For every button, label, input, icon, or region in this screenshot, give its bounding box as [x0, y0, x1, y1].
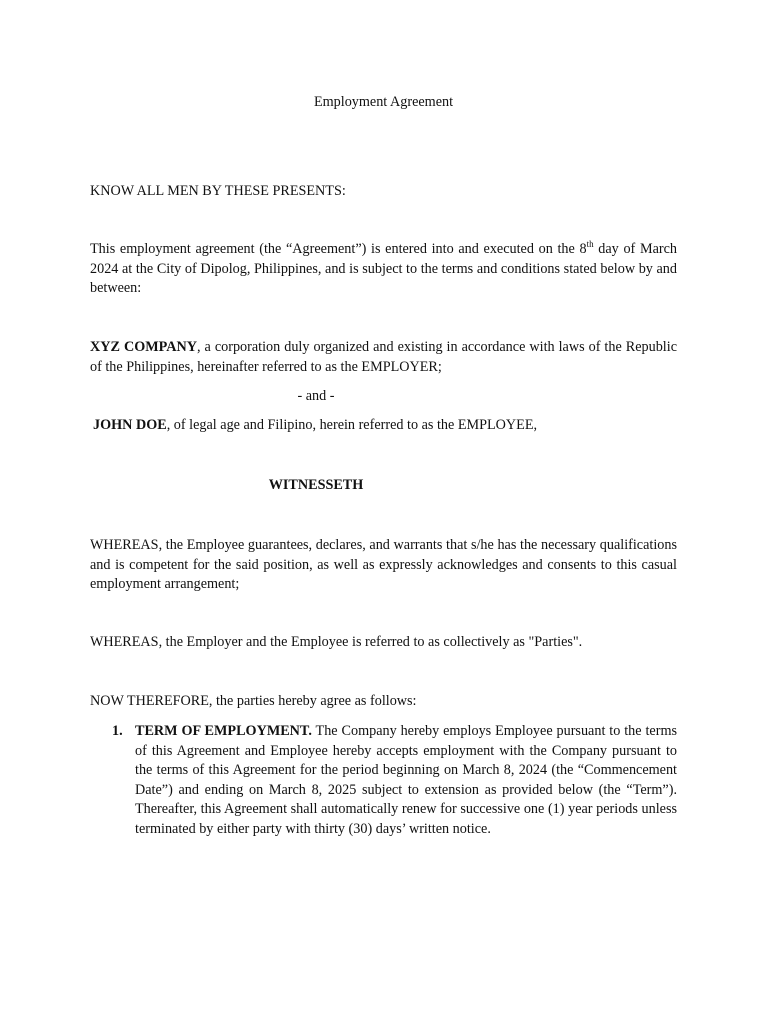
clause-number: 1.: [112, 723, 123, 739]
clause-heading: TERM OF EMPLOYMENT.: [135, 723, 312, 739]
witnesseth-text: WITNESSETH: [268, 477, 364, 493]
clause-body: [135, 722, 677, 839]
employee-description: , of legal age and Filipino, herein referred to as the EMPLOYEE,: [166, 417, 538, 433]
intro-text-end: day of March 2024 at the City of Dipolog, Philippines, and is subject to the terms and conditions stated below by and between:: [90, 241, 677, 296]
employer-name: XYZ COMPANY: [90, 339, 197, 355]
employee-name: JOHN DOE: [93, 417, 167, 433]
intro-text-start: This employment agreement (the “Agreement”) is entered into and executed on the 8: [90, 241, 587, 257]
now-therefore-paragraph: NOW THEREFORE, the parties hereby agree as follows:: [90, 693, 417, 709]
intro-paragraph: [90, 240, 677, 299]
whereas-paragraph-2: WHEREAS, the Employer and the Employee is referred to as collectively as "Parties".: [90, 634, 583, 650]
clause-text: The Company hereby employs Employee pursuant to the terms of this Agreement and Employee hereby accepts employment with the Company pursuant to the terms of this Agreement for the period beginning on March 8, 2024 (the “Commencement Date”) and ending on March 8, 2025 subject to extension as provided below (the “Term”). Thereafter, this Agreement shall automatically renew for successive one (1) year periods unless terminated by either party with thirty (30) days’ written notice.: [135, 723, 677, 837]
witnesseth-heading: [210, 476, 422, 496]
and-separator: - and -: [297, 388, 335, 404]
know-all-heading: KNOW ALL MEN BY THESE PRESENTS:: [90, 183, 346, 199]
intro-ordinal-suffix: th: [586, 239, 594, 249]
whereas-paragraph-1: WHEREAS, the Employee guarantees, declares, and warrants that s/he has the necessary qualifications and is competent for the said position, as well as expressly acknowledges and consents to this casual employment arrangement;: [90, 537, 677, 592]
employer-paragraph: [90, 338, 677, 377]
employee-paragraph: [93, 416, 680, 436]
document-title: Employment Agreement: [313, 94, 454, 110]
employer-description: , a corporation duly organized and existing in accordance with laws of the Republic of the Philippines, hereinafter referred to as the EMPLOYER;: [90, 339, 677, 375]
